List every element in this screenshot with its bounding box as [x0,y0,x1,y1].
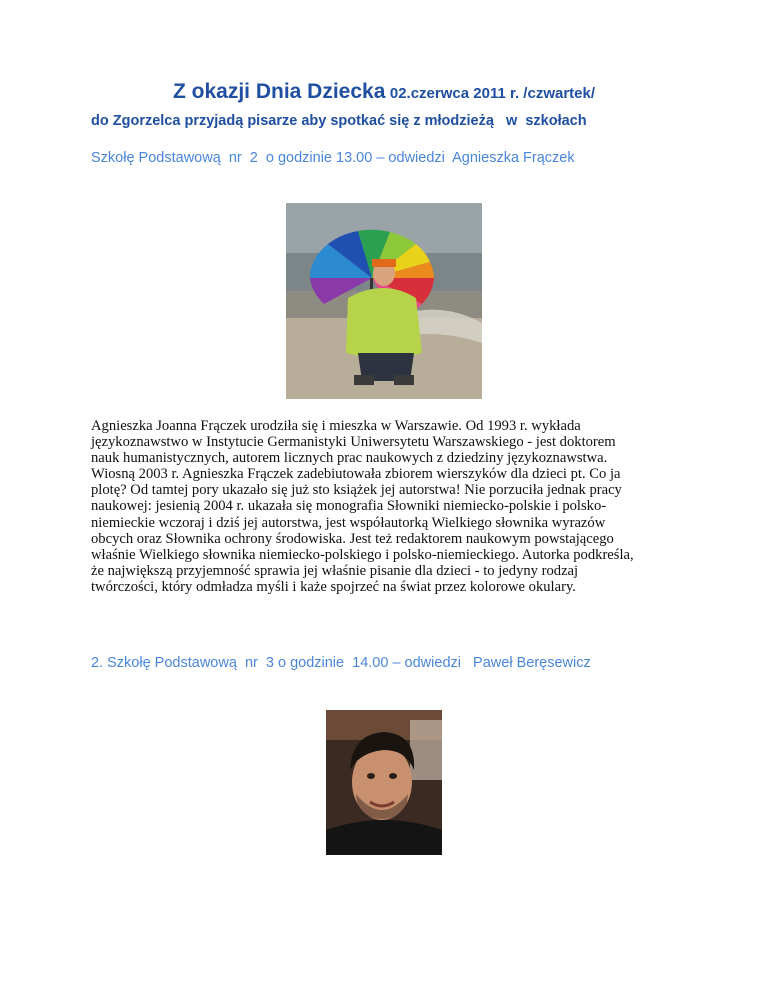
bio-line: naukowej: jesienią 2004 r. ukazała się monografia Słowniki niemiecko-polskie i polsko- [91,498,607,515]
author-photo-pawel [326,710,442,855]
page-subtitle: do Zgorzelca przyjadą pisarze aby spotkać się z młodzieżą w szkołach [91,113,587,129]
bio-line: że największą przyjemność sprawia jej właśnie pisanie dla dzieci - to jedyny rodzaj [91,562,579,579]
page-title [0,80,768,104]
author-bio-agnieszka [91,418,681,595]
bio-line: plotę? Od tamtej pory ukazało się już sto książek jej autorstwa! Nie porzuciła jednak pracy [91,482,622,499]
bio-line: obcych oraz Słownika ochrony środowiska. Jest też redaktorem naukowym powstającego [91,530,614,547]
bio-line: niemieckie wczoraj i dziś jej autorstwa, jest współautorką Wielkiego słownika wyrazów [91,514,606,531]
bio-line: Wiosną 2003 r. Agnieszka Frączek zadebiutowała zbiorem wierszyków dla dzieci pt. Co ja [91,466,621,483]
school-heading-1: Szkołę Podstawową nr 2 o godzinie 13.00 – odwiedzi Agnieszka Frączek [91,150,575,166]
author-photo-agnieszka [286,203,482,399]
title-main: Z okazji Dnia Dziecka [172,80,386,103]
bio-line: językoznawstwo w Instytucie Germanistyki Uniwersytetu Warszawskiego - jest doktorem [91,434,616,451]
bio-line: właśnie Wielkiego słownika niemiecko-polskiego i polsko-niemieckiego. Autorka podkreśla, [91,546,634,563]
bio-line: twórczości, który odmładza myśli i każe spojrzeć na świat przez kolorowe okulary. [91,578,576,595]
school-heading-2: 2. Szkołę Podstawową nr 3 o godzinie 14.00 – odwiedzi Paweł Beręsewicz [91,655,591,671]
bio-line: Agnieszka Joanna Frączek urodziła się i mieszka w Warszawie. Od 1993 r. wykłada [91,418,581,434]
title-date: 02.czerwca 2011 r. /czwartek/ [389,85,596,102]
bio-line: nauk humanistycznych, autorem licznych prac naukowych z dziedziny językoznawstwa. [91,450,608,467]
